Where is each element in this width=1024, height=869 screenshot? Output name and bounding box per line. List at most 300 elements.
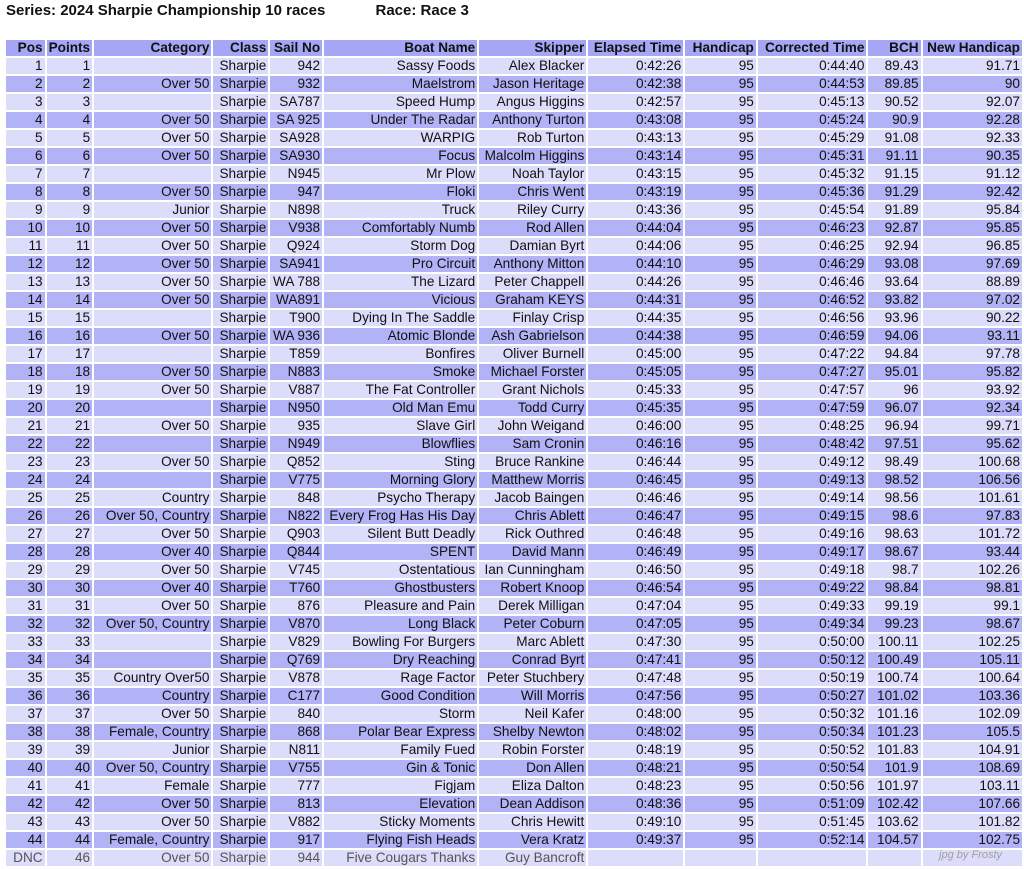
- cell-bch: 98.49: [868, 454, 920, 470]
- cell-elapsed-time: 0:44:04: [588, 220, 683, 236]
- cell-bch: 91.08: [868, 130, 920, 146]
- cell-bch: 101.97: [868, 778, 920, 794]
- cell-boat-name: The Fat Controller: [324, 382, 477, 398]
- cell-boat-name: Old Man Emu: [324, 400, 477, 416]
- cell-elapsed-time: 0:46:47: [588, 508, 683, 524]
- cell-sail-no: 848: [270, 490, 322, 506]
- cell-pos: 23: [6, 454, 45, 470]
- table-row: [6, 220, 1022, 236]
- table-row: [6, 832, 1022, 848]
- cell-boat-name: Ghostbusters: [324, 580, 477, 596]
- cell-bch: 96: [868, 382, 920, 398]
- cell-bch: 98.6: [868, 508, 920, 524]
- cell-skipper: Ian Cunningham: [479, 562, 586, 578]
- cell-category: Over 50: [94, 814, 211, 830]
- cell-skipper: Peter Chappell: [479, 274, 586, 290]
- cell-category: [94, 166, 211, 182]
- cell-sail-no: WA 936: [270, 328, 322, 344]
- table-row: [6, 112, 1022, 128]
- table-row: [6, 364, 1022, 380]
- cell-pos: 6: [6, 148, 45, 164]
- cell-sail-no: V938: [270, 220, 322, 236]
- cell-class: Sharpie: [213, 472, 268, 488]
- cell-corrected-time: 0:50:52: [758, 742, 867, 758]
- cell-new-handicap: 97.69: [923, 256, 1022, 272]
- cell-boat-name: The Lizard: [324, 274, 477, 290]
- cell-skipper: Marc Ablett: [479, 634, 586, 650]
- cell-class: Sharpie: [213, 598, 268, 614]
- cell-new-handicap: 97.83: [923, 508, 1022, 524]
- cell-handicap: 95: [685, 382, 756, 398]
- table-row: [6, 814, 1022, 830]
- cell-skipper: Dean Addison: [479, 796, 586, 812]
- cell-elapsed-time: 0:43:14: [588, 148, 683, 164]
- cell-corrected-time: 0:50:00: [758, 634, 867, 650]
- table-row: [6, 724, 1022, 740]
- cell-skipper: Anthony Mitton: [479, 256, 586, 272]
- col-corrected-time: Corrected Time: [758, 40, 867, 56]
- cell-elapsed-time: 0:46:50: [588, 562, 683, 578]
- cell-pos: 41: [6, 778, 45, 794]
- cell-handicap: 95: [685, 328, 756, 344]
- cell-pos: 20: [6, 400, 45, 416]
- cell-skipper: Neil Kafer: [479, 706, 586, 722]
- cell-class: Sharpie: [213, 580, 268, 596]
- table-row: [6, 706, 1022, 722]
- cell-points: 35: [47, 670, 93, 686]
- cell-bch: 98.84: [868, 580, 920, 596]
- cell-points: 16: [47, 328, 93, 344]
- results-table: [4, 38, 1024, 868]
- cell-boat-name: Long Black: [324, 616, 477, 632]
- cell-bch: 98.52: [868, 472, 920, 488]
- cell-bch: 101.9: [868, 760, 920, 776]
- cell-bch: 98.7: [868, 562, 920, 578]
- cell-class: Sharpie: [213, 742, 268, 758]
- cell-elapsed-time: 0:45:05: [588, 364, 683, 380]
- cell-points: 39: [47, 742, 93, 758]
- cell-pos: 4: [6, 112, 45, 128]
- cell-corrected-time: 0:45:32: [758, 166, 867, 182]
- col-boat-name: Boat Name: [324, 40, 477, 56]
- cell-category: Over 50: [94, 562, 211, 578]
- cell-handicap: 95: [685, 274, 756, 290]
- cell-skipper: Will Morris: [479, 688, 586, 704]
- cell-category: Over 50: [94, 220, 211, 236]
- table-row: [6, 634, 1022, 650]
- cell-handicap: 95: [685, 616, 756, 632]
- table-row: [6, 472, 1022, 488]
- table-row: [6, 202, 1022, 218]
- cell-bch: 91.11: [868, 148, 920, 164]
- cell-category: [94, 346, 211, 362]
- cell-sail-no: SA928: [270, 130, 322, 146]
- cell-handicap: 95: [685, 112, 756, 128]
- cell-new-handicap: 92.28: [923, 112, 1022, 128]
- cell-bch: 98.63: [868, 526, 920, 542]
- cell-skipper: Rod Allen: [479, 220, 586, 236]
- cell-pos: 22: [6, 436, 45, 452]
- cell-points: 20: [47, 400, 93, 416]
- table-row: [6, 292, 1022, 308]
- cell-corrected-time: 0:49:14: [758, 490, 867, 506]
- cell-class: Sharpie: [213, 724, 268, 740]
- table-row: [6, 130, 1022, 146]
- cell-pos: 31: [6, 598, 45, 614]
- cell-new-handicap: 98.67: [923, 616, 1022, 632]
- cell-class: Sharpie: [213, 562, 268, 578]
- cell-points: 41: [47, 778, 93, 794]
- cell-class: Sharpie: [213, 58, 268, 74]
- cell-bch: 101.23: [868, 724, 920, 740]
- cell-category: Over 50: [94, 76, 211, 92]
- cell-sail-no: 932: [270, 76, 322, 92]
- cell-boat-name: Focus: [324, 148, 477, 164]
- cell-points: 5: [47, 130, 93, 146]
- cell-points: 2: [47, 76, 93, 92]
- cell-handicap: 95: [685, 166, 756, 182]
- cell-pos: 34: [6, 652, 45, 668]
- cell-category: Junior: [94, 202, 211, 218]
- cell-bch: 97.51: [868, 436, 920, 452]
- cell-boat-name: Sassy Foods: [324, 58, 477, 74]
- table-row: [6, 850, 1022, 866]
- cell-boat-name: Mr Plow: [324, 166, 477, 182]
- cell-new-handicap: 88.89: [923, 274, 1022, 290]
- cell-points: 8: [47, 184, 93, 200]
- cell-class: Sharpie: [213, 292, 268, 308]
- race-title: Race: Race 3: [375, 2, 469, 19]
- cell-pos: 27: [6, 526, 45, 542]
- cell-sail-no: Q844: [270, 544, 322, 560]
- cell-bch: 99.19: [868, 598, 920, 614]
- cell-skipper: Damian Byrt: [479, 238, 586, 254]
- cell-corrected-time: 0:45:13: [758, 94, 867, 110]
- cell-elapsed-time: 0:43:15: [588, 166, 683, 182]
- cell-sail-no: 777: [270, 778, 322, 794]
- cell-category: Over 50: [94, 238, 211, 254]
- cell-bch: 103.62: [868, 814, 920, 830]
- cell-points: 42: [47, 796, 93, 812]
- cell-sail-no: V745: [270, 562, 322, 578]
- cell-new-handicap: 92.42: [923, 184, 1022, 200]
- cell-pos: 13: [6, 274, 45, 290]
- cell-elapsed-time: 0:45:00: [588, 346, 683, 362]
- cell-class: Sharpie: [213, 616, 268, 632]
- cell-boat-name: WARPIG: [324, 130, 477, 146]
- cell-elapsed-time: 0:48:00: [588, 706, 683, 722]
- cell-corrected-time: 0:52:14: [758, 832, 867, 848]
- cell-new-handicap: 98.81: [923, 580, 1022, 596]
- cell-category: Over 50: [94, 706, 211, 722]
- cell-corrected-time: 0:45:31: [758, 148, 867, 164]
- cell-boat-name: Dying In The Saddle: [324, 310, 477, 326]
- cell-points: 33: [47, 634, 93, 650]
- cell-sail-no: 868: [270, 724, 322, 740]
- cell-bch: 93.64: [868, 274, 920, 290]
- cell-elapsed-time: 0:44:38: [588, 328, 683, 344]
- cell-class: Sharpie: [213, 184, 268, 200]
- cell-bch: [868, 850, 920, 866]
- cell-handicap: 95: [685, 778, 756, 794]
- cell-new-handicap: 101.82: [923, 814, 1022, 830]
- cell-handicap: 95: [685, 760, 756, 776]
- cell-skipper: Don Allen: [479, 760, 586, 776]
- cell-category: Junior: [94, 742, 211, 758]
- header-row: [6, 40, 1022, 56]
- cell-category: Over 50: [94, 256, 211, 272]
- cell-elapsed-time: 0:46:45: [588, 472, 683, 488]
- cell-category: [94, 436, 211, 452]
- cell-sail-no: V878: [270, 670, 322, 686]
- cell-points: 32: [47, 616, 93, 632]
- cell-points: 3: [47, 94, 93, 110]
- cell-elapsed-time: 0:46:44: [588, 454, 683, 470]
- cell-corrected-time: 0:46:59: [758, 328, 867, 344]
- cell-new-handicap: 96.85: [923, 238, 1022, 254]
- cell-corrected-time: 0:48:25: [758, 418, 867, 434]
- cell-boat-name: Ostentatious: [324, 562, 477, 578]
- cell-sail-no: N950: [270, 400, 322, 416]
- cell-corrected-time: 0:46:29: [758, 256, 867, 272]
- cell-elapsed-time: 0:47:05: [588, 616, 683, 632]
- cell-corrected-time: 0:47:59: [758, 400, 867, 416]
- cell-category: Over 50: [94, 292, 211, 308]
- cell-pos: 33: [6, 634, 45, 650]
- cell-boat-name: Pro Circuit: [324, 256, 477, 272]
- cell-class: Sharpie: [213, 832, 268, 848]
- cell-handicap: 95: [685, 814, 756, 830]
- cell-pos: 18: [6, 364, 45, 380]
- cell-skipper: Riley Curry: [479, 202, 586, 218]
- cell-points: 1: [47, 58, 93, 74]
- cell-elapsed-time: 0:42:57: [588, 94, 683, 110]
- cell-new-handicap: 90: [923, 76, 1022, 92]
- cell-corrected-time: 0:46:23: [758, 220, 867, 236]
- cell-class: Sharpie: [213, 256, 268, 272]
- table-row: [6, 688, 1022, 704]
- cell-bch: 98.67: [868, 544, 920, 560]
- cell-skipper: Shelby Newton: [479, 724, 586, 740]
- cell-class: Sharpie: [213, 544, 268, 560]
- cell-corrected-time: 0:44:53: [758, 76, 867, 92]
- cell-handicap: 95: [685, 436, 756, 452]
- cell-bch: 94.84: [868, 346, 920, 362]
- cell-handicap: 95: [685, 562, 756, 578]
- cell-elapsed-time: [588, 850, 683, 866]
- cell-category: Country Over50: [94, 670, 211, 686]
- cell-category: Over 50: [94, 418, 211, 434]
- cell-skipper: Jason Heritage: [479, 76, 586, 92]
- cell-class: Sharpie: [213, 328, 268, 344]
- cell-sail-no: 935: [270, 418, 322, 434]
- cell-elapsed-time: 0:46:48: [588, 526, 683, 542]
- cell-bch: 92.94: [868, 238, 920, 254]
- cell-class: Sharpie: [213, 652, 268, 668]
- table-row: [6, 256, 1022, 272]
- cell-points: 44: [47, 832, 93, 848]
- cell-elapsed-time: 0:45:33: [588, 382, 683, 398]
- cell-pos: 40: [6, 760, 45, 776]
- cell-corrected-time: 0:49:16: [758, 526, 867, 542]
- cell-skipper: Robin Forster: [479, 742, 586, 758]
- cell-elapsed-time: 0:43:36: [588, 202, 683, 218]
- cell-pos: 37: [6, 706, 45, 722]
- cell-boat-name: Truck: [324, 202, 477, 218]
- cell-skipper: Chris Went: [479, 184, 586, 200]
- cell-pos: 9: [6, 202, 45, 218]
- cell-bch: 90.9: [868, 112, 920, 128]
- cell-new-handicap: 101.72: [923, 526, 1022, 542]
- table-row: [6, 148, 1022, 164]
- cell-handicap: 95: [685, 364, 756, 380]
- cell-points: 11: [47, 238, 93, 254]
- cell-corrected-time: 0:49:18: [758, 562, 867, 578]
- cell-skipper: Rob Turton: [479, 130, 586, 146]
- cell-sail-no: SA930: [270, 148, 322, 164]
- cell-skipper: Derek Milligan: [479, 598, 586, 614]
- cell-new-handicap: 90.22: [923, 310, 1022, 326]
- cell-skipper: Todd Curry: [479, 400, 586, 416]
- cell-pos: 14: [6, 292, 45, 308]
- cell-elapsed-time: 0:47:48: [588, 670, 683, 686]
- cell-sail-no: C177: [270, 688, 322, 704]
- cell-bch: 91.29: [868, 184, 920, 200]
- cell-bch: 101.83: [868, 742, 920, 758]
- cell-boat-name: Blowflies: [324, 436, 477, 452]
- cell-corrected-time: [758, 850, 867, 866]
- table-row: [6, 166, 1022, 182]
- cell-bch: 90.52: [868, 94, 920, 110]
- cell-category: Over 50: [94, 598, 211, 614]
- cell-category: Over 50: [94, 184, 211, 200]
- cell-handicap: [685, 850, 756, 866]
- cell-elapsed-time: 0:46:49: [588, 544, 683, 560]
- cell-skipper: Grant Nichols: [479, 382, 586, 398]
- cell-handicap: 95: [685, 796, 756, 812]
- cell-boat-name: Speed Hump: [324, 94, 477, 110]
- cell-boat-name: Maelstrom: [324, 76, 477, 92]
- cell-points: 29: [47, 562, 93, 578]
- cell-points: 40: [47, 760, 93, 776]
- cell-sail-no: SA941: [270, 256, 322, 272]
- cell-corrected-time: 0:47:27: [758, 364, 867, 380]
- cell-pos: 19: [6, 382, 45, 398]
- cell-corrected-time: 0:47:22: [758, 346, 867, 362]
- cell-boat-name: Storm Dog: [324, 238, 477, 254]
- table-row: [6, 274, 1022, 290]
- cell-handicap: 95: [685, 490, 756, 506]
- cell-pos: 17: [6, 346, 45, 362]
- cell-category: Over 50: [94, 328, 211, 344]
- watermark: jpg by Frosty: [939, 849, 1002, 861]
- cell-pos: 5: [6, 130, 45, 146]
- cell-pos: 32: [6, 616, 45, 632]
- table-row: [6, 76, 1022, 92]
- cell-corrected-time: 0:50:32: [758, 706, 867, 722]
- cell-corrected-time: 0:45:29: [758, 130, 867, 146]
- cell-category: Country: [94, 688, 211, 704]
- cell-sail-no: 840: [270, 706, 322, 722]
- cell-pos: 11: [6, 238, 45, 254]
- cell-points: 4: [47, 112, 93, 128]
- cell-skipper: Robert Knoop: [479, 580, 586, 596]
- cell-boat-name: Comfortably Numb: [324, 220, 477, 236]
- cell-points: 46: [47, 850, 93, 866]
- cell-class: Sharpie: [213, 94, 268, 110]
- cell-sail-no: V887: [270, 382, 322, 398]
- table-row: [6, 418, 1022, 434]
- cell-pos: 28: [6, 544, 45, 560]
- cell-category: Over 50: [94, 112, 211, 128]
- cell-elapsed-time: 0:44:35: [588, 310, 683, 326]
- cell-corrected-time: 0:49:13: [758, 472, 867, 488]
- cell-corrected-time: 0:50:27: [758, 688, 867, 704]
- col-new-handicap: New Handicap: [923, 40, 1022, 56]
- cell-boat-name: Dry Reaching: [324, 652, 477, 668]
- cell-sail-no: V882: [270, 814, 322, 830]
- table-row: [6, 544, 1022, 560]
- cell-corrected-time: 0:46:25: [758, 238, 867, 254]
- cell-handicap: 95: [685, 634, 756, 650]
- cell-sail-no: N945: [270, 166, 322, 182]
- cell-handicap: 95: [685, 202, 756, 218]
- cell-new-handicap: 105.11: [923, 652, 1022, 668]
- cell-new-handicap: 99.71: [923, 418, 1022, 434]
- cell-class: Sharpie: [213, 130, 268, 146]
- table-row: [6, 598, 1022, 614]
- cell-new-handicap: 103.36: [923, 688, 1022, 704]
- cell-boat-name: Elevation: [324, 796, 477, 812]
- cell-corrected-time: 0:45:36: [758, 184, 867, 200]
- cell-new-handicap: 99.1: [923, 598, 1022, 614]
- cell-bch: 91.89: [868, 202, 920, 218]
- cell-new-handicap: 92.33: [923, 130, 1022, 146]
- cell-handicap: 95: [685, 220, 756, 236]
- table-row: [6, 58, 1022, 74]
- table-row: [6, 310, 1022, 326]
- table-row: [6, 778, 1022, 794]
- col-elapsed-time: Elapsed Time: [588, 40, 683, 56]
- cell-elapsed-time: 0:44:06: [588, 238, 683, 254]
- cell-corrected-time: 0:49:12: [758, 454, 867, 470]
- cell-sail-no: 947: [270, 184, 322, 200]
- cell-corrected-time: 0:45:54: [758, 202, 867, 218]
- cell-corrected-time: 0:46:56: [758, 310, 867, 326]
- cell-boat-name: Slave Girl: [324, 418, 477, 434]
- cell-category: Over 50: [94, 130, 211, 146]
- cell-sail-no: N811: [270, 742, 322, 758]
- cell-elapsed-time: 0:45:35: [588, 400, 683, 416]
- cell-class: Sharpie: [213, 148, 268, 164]
- cell-handicap: 95: [685, 472, 756, 488]
- table-row: [6, 400, 1022, 416]
- cell-category: Over 50: [94, 526, 211, 542]
- table-row: [6, 580, 1022, 596]
- cell-category: Female, Country: [94, 832, 211, 848]
- cell-boat-name: Under The Radar: [324, 112, 477, 128]
- cell-pos: 38: [6, 724, 45, 740]
- cell-skipper: Ash Gabrielson: [479, 328, 586, 344]
- col-bch: BCH: [868, 40, 920, 56]
- cell-sail-no: 876: [270, 598, 322, 614]
- cell-class: Sharpie: [213, 166, 268, 182]
- cell-points: 26: [47, 508, 93, 524]
- cell-elapsed-time: 0:42:38: [588, 76, 683, 92]
- cell-pos: 36: [6, 688, 45, 704]
- cell-category: [94, 94, 211, 110]
- table-row: [6, 796, 1022, 812]
